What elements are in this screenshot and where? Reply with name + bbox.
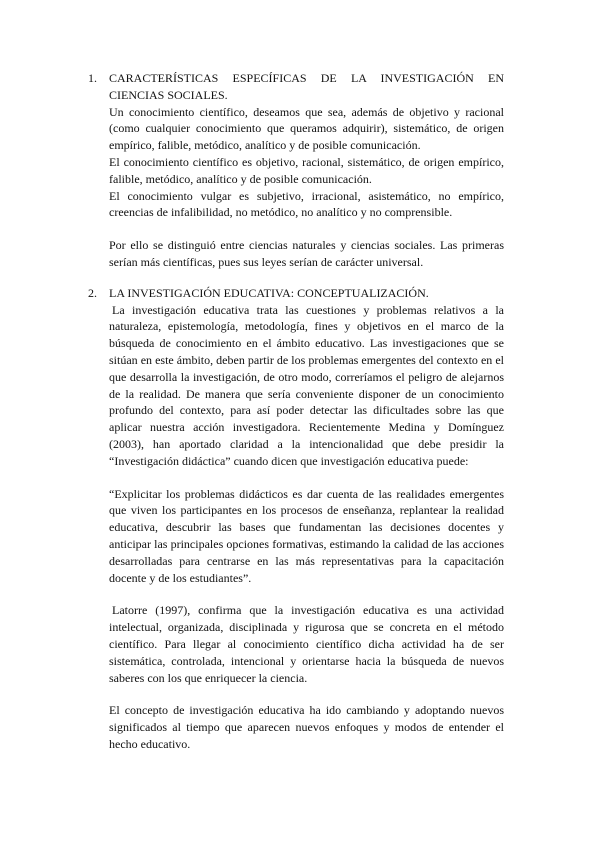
paragraph: El concepto de investigación educativa ha ido cambiando y adoptando nuevos significados al tiempo que aparecen nuevos enfoques y modos de entender el hecho educativo. — [109, 703, 504, 751]
section-1 — [88, 70, 504, 271]
paragraph: El conocimiento científico es objetivo, racional, sistemático, de origen empírico, falible, metódico, analítico y de posible comunicación. — [109, 154, 504, 186]
paragraph: Por ello se distinguió entre ciencias naturales y ciencias sociales. Las primeras serían más científicas, pues sus leyes serían de carácter universal. — [109, 238, 504, 269]
paragraph: El conocimiento vulgar es subjetivo, irracional, asistemático, no empírico, creencias de infalibilidad, no metódico, no analítico y no comprensible. — [109, 188, 504, 220]
section-2-title: LA INVESTIGACIÓN EDUCATIVA: CONCEPTUALIZACIÓN. — [109, 285, 429, 300]
block-quote: “Explicitar los problemas didácticos es dar cuenta de las realidades emergentes que viven los participantes en los procesos de enseñanza, replantear la realidad educativa, descubrir las bases que fundamentan las decisiones docentes y anticipar las principales opciones formativas, estimando la calidad de las acciones desarrolladas para centrarse en las más representativas para la capacitación docente y de los estudiantes”. — [109, 486, 504, 585]
paragraph: Latorre (1997), confirma que la investigación educativa es una actividad intelectual, organizada, disciplinada y rigurosa que se concreta en el método científico. Para llegar al conocimiento científico dicha actividad ha de ser sistemática, controlada, intencional y orientarse hacia la búsqueda de nuevos saberes con los que enriquecer la ciencia. — [109, 603, 504, 685]
section-1-number: 1. — [88, 71, 97, 85]
section-1-body — [109, 70, 504, 271]
section-2 — [88, 285, 504, 753]
section-1-title: CARACTERÍSTICAS ESPECÍFICAS DE LA INVESTIGACIÓN EN CIENCIAS SOCIALES. — [109, 71, 504, 102]
paragraph: Un conocimiento científico, deseamos que sea, además de objetivo y racional (como cualquier conocimiento que queramos adquirir), sistemático, de origen empírico, falible, metódico, analítico y de posible comunicación. — [109, 104, 504, 153]
section-2-body — [109, 285, 504, 753]
paragraph: La investigación educativa trata las cuestiones y problemas relativos a la naturaleza, epistemología, metodología, fines y objetivos en el marco de la búsqueda de conocimiento en el ámbito educativo. Las investigaciones que se sitúan en este ámbito, deben partir de los problemas emergentes del contexto en el que desarrolla la investigación, de otro modo, correríamos el peligro de alejarnos de la realidad. De manera que sería conveniente disponer de un conocimiento profundo del contexto, para así poder detectar las dificultades sobre las que aplicar nuestra acción investigadora. Recientemente Medina y Domínguez (2003), han aportado claridad a la intencionalidad que debe presidir la “Investigación didáctica” cuando dicen que investigación educativa puede: — [109, 302, 504, 468]
section-2-number: 2. — [88, 285, 97, 300]
